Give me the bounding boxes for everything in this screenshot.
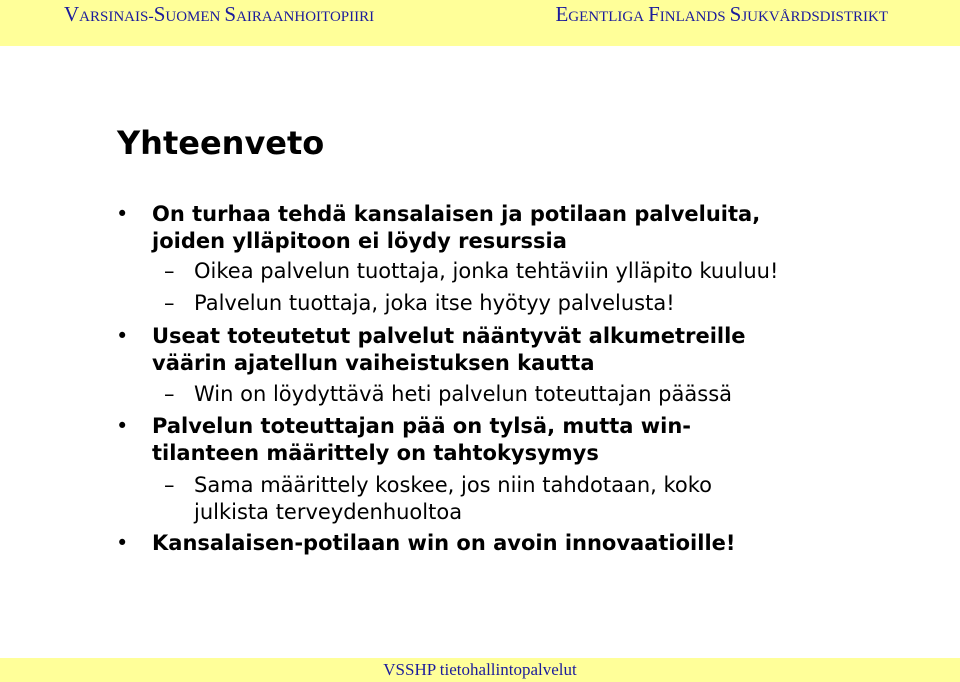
bullet-4-line-1: Kansalaisen-potilaan win on avoin innovaatioille! — [152, 531, 736, 555]
bullet-3-line-2: tilanteen määrittely on tahtokysymys — [152, 441, 599, 465]
bullet-1-sub-1 — [164, 258, 854, 285]
sub-bullet-dash: – — [164, 382, 175, 406]
bullet-1 — [116, 201, 872, 255]
bullet-3-sub-1 — [164, 472, 854, 526]
bullet-3-sub-1-line-1: Sama määrittely koskee, jos niin tahdotaan, koko — [194, 473, 712, 497]
bullet-4 — [116, 530, 872, 557]
bullet-1-line-2: joiden ylläpitoon ei löydy resurssia — [152, 229, 567, 253]
bullet-dot: • — [116, 531, 129, 555]
bullet-3 — [116, 413, 872, 467]
bullet-dot: • — [116, 202, 129, 226]
bullet-2-line-1: Useat toteutetut palvelut nääntyvät alkumetreille — [152, 324, 746, 348]
bullet-1-sub-2 — [164, 290, 854, 317]
sub-bullet-dash: – — [164, 259, 175, 283]
bullet-3-line-1: Palvelun toteuttajan pää on tylsä, mutta win- — [152, 414, 692, 438]
bullet-2 — [116, 323, 872, 377]
bullet-3-sub-1-line-2: julkista terveydenhuoltoa — [194, 500, 463, 524]
bullet-2-line-2: väärin ajatellun vaiheistuksen kautta — [152, 351, 595, 375]
footer-band — [0, 658, 960, 682]
bullet-2-sub-1-line-1: Win on löydyttävä heti palvelun toteuttajan päässä — [194, 382, 733, 406]
bullet-dot: • — [116, 414, 129, 438]
bullet-1-sub-2-line-1: Palvelun tuottaja, joka itse hyötyy palvelusta! — [194, 291, 675, 315]
footer-text: VSSHP tietohallintopalvelut — [383, 660, 577, 679]
bullet-1-line-1: On turhaa tehdä kansalaisen ja potilaan palveluita, — [152, 202, 761, 226]
slide-title: Yhteenveto — [117, 124, 325, 162]
bullet-dot: • — [116, 324, 129, 348]
sub-bullet-dash: – — [164, 473, 175, 497]
header-left-title: VARSINAIS-SUOMEN SAIRAANHOITOPIIRI — [64, 2, 375, 26]
header-right-title: EGENTLIGA FINLANDS SJUKVÅRDSDISTRIKT — [555, 2, 888, 26]
bullet-2-sub-1 — [164, 381, 854, 408]
bullet-1-sub-1-line-1: Oikea palvelun tuottaja, jonka tehtäviin ylläpito kuuluu! — [194, 259, 779, 283]
sub-bullet-dash: – — [164, 291, 175, 315]
